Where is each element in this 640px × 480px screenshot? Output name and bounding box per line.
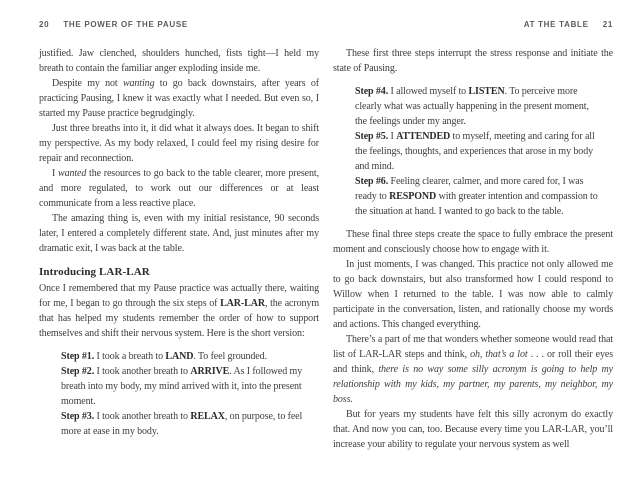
right-running-head	[333, 20, 613, 29]
paragraph	[333, 407, 613, 452]
right-page-body	[333, 46, 613, 452]
italic-segment: oh, that’s a lot	[470, 349, 528, 360]
paragraph	[39, 281, 319, 341]
text-segment: to go back downstairs, after years of practicing Pausing, I knew it was exactly what I needed. But even so, I started my Pause practice begrudgingly.	[39, 78, 319, 119]
text-segment: the resources to go back to the table clearer, more present, and more regulated, to work out our differences or at least communicate from a less reactive place.	[39, 168, 319, 209]
text-segment: , on purpose, to feel more at ease in my body.	[61, 411, 303, 437]
section-heading: Introducing LAR-LAR	[39, 266, 150, 278]
text-segment: I	[388, 131, 397, 142]
steps-list	[61, 349, 307, 439]
text-segment: The amazing thing is, even with my initial resistance, 90 seconds later, I entered a completely different state. And, just minutes after my dramatic exit, I was back at the table.	[39, 213, 319, 254]
text-segment: justified. Jaw clenched, shoulders hunched, fists tight—I held my breath to contain the familiar anger exploding inside me.	[39, 48, 319, 74]
paragraph	[333, 227, 613, 257]
step-item	[61, 349, 307, 364]
text-segment: Feeling clearer, calmer, and more cared for, I was ready to	[355, 176, 584, 202]
step-keyword: LAND	[165, 351, 194, 362]
text-segment: Despite my not	[52, 78, 123, 89]
text-segment: . As I followed my breath into my body, my mind arrived with it, into the present moment.	[61, 366, 303, 407]
step-item	[61, 409, 307, 439]
step-keyword: ATTENDED	[396, 131, 451, 142]
step-item	[61, 364, 307, 409]
text-segment: Once I remembered that my Pause practice was actually there, waiting for me, I began to go through the six steps of	[39, 283, 319, 309]
text-segment: In just moments, I was changed. This practice not only allowed me to go back downstairs, but also transformed how I could respond to Willow when I returned to the table. I was now able to calmly participate in the conversation, listen, and rationally choose my words and actions. This changed everything.	[333, 259, 613, 330]
step-keyword: RELAX	[190, 411, 225, 422]
paragraph	[333, 332, 613, 407]
step-label: Step #6.	[355, 176, 389, 187]
text-segment: I took another breath to	[94, 411, 191, 422]
text-segment: I took another breath to	[94, 366, 191, 377]
text-segment: Just three breaths into it, it did what it always does. It began to shift my perspective. As my body relaxed, I could feel my rising desire for repair and reconnection.	[39, 123, 319, 164]
step-item	[355, 84, 601, 129]
text-segment: There’s a part of me that wonders whether someone would read that list of LAR-LAR steps and think,	[333, 334, 613, 360]
text-segment: These final three steps create the space to fully embrace the present moment and consciously choose how to engage with it.	[333, 229, 613, 255]
step-item	[355, 174, 601, 219]
left-page	[39, 0, 319, 480]
step-label: Step #5.	[355, 131, 389, 142]
step-keyword: ARRIVE	[190, 366, 230, 377]
step-label: Step #1.	[61, 351, 95, 362]
paragraph	[333, 257, 613, 332]
text-segment: to myself, meeting and caring for all the feelings, thoughts, and experiences that arose in my body and mind.	[355, 131, 595, 172]
paragraph	[39, 121, 319, 166]
bold-segment: LAR-LAR	[220, 298, 265, 309]
text-segment: These first three steps interrupt the stress response and initiate the state of Pausing.	[333, 48, 613, 74]
italic-segment: wanting	[122, 78, 155, 89]
text-segment: I took a breath to	[94, 351, 166, 362]
paragraph	[333, 46, 613, 76]
text-segment: I	[52, 168, 58, 179]
right-running-title: AT THE TABLE	[523, 20, 589, 29]
left-running-head	[39, 20, 319, 29]
text-segment: . To perceive more clearly what was actually happening in the present moment, the feelings under my anger.	[355, 86, 589, 127]
paragraph	[39, 76, 319, 121]
text-segment: . . . or roll their eyes and think,	[333, 349, 613, 375]
steps-list	[355, 84, 601, 219]
step-keyword: LISTEN	[468, 86, 505, 97]
step-keyword: RESPOND	[389, 191, 437, 202]
paragraph	[39, 166, 319, 211]
left-page-number: 20	[39, 20, 50, 29]
paragraph	[39, 46, 319, 76]
text-segment: I allowed myself to	[388, 86, 469, 97]
text-segment: , the acronym that has helped my students remember the order of how to support themselves and shift their nervous system. Here is the short version:	[39, 298, 319, 339]
text-segment: But for years my students have felt this silly acronym do exactly that. And now you can, too. Because every time you LAR-LAR, you’ll increase your ability to regulate your nervous system as well	[333, 409, 613, 450]
step-label: Step #2.	[61, 366, 95, 377]
right-page-number: 21	[602, 20, 613, 29]
text-segment: with greater intention and compassion to the situation at hand. I wanted to go back to the table.	[355, 191, 598, 217]
step-label: Step #3.	[61, 411, 95, 422]
right-page	[333, 0, 613, 480]
italic-segment: there is no way some silly acronym is going to help my relationship with my kids, my partner, my parents, my neighbor, my boss.	[333, 364, 613, 405]
left-page-body	[39, 46, 319, 447]
step-label: Step #4.	[355, 86, 389, 97]
paragraph	[39, 211, 319, 256]
italic-segment: wanted	[58, 168, 87, 179]
text-segment: . To feel grounded.	[193, 351, 267, 362]
left-running-title: THE POWER OF THE PAUSE	[63, 20, 188, 29]
step-item	[355, 129, 601, 174]
